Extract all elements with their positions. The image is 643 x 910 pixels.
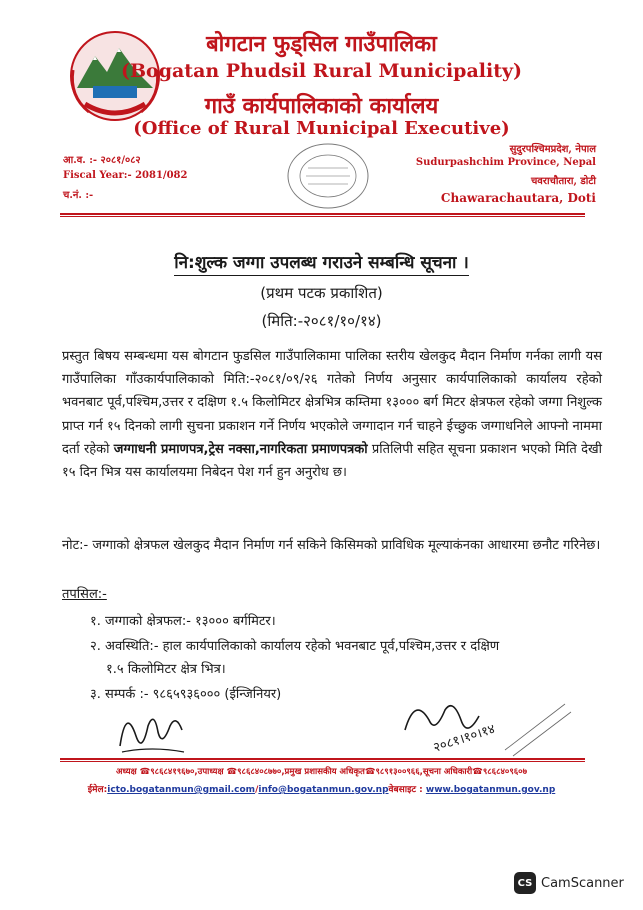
notice-body-required-documents: जग्गाधनी प्रमाणपत्र,ट्रेस नक्सा,नागरिकता प्रमाणपत्रको: [113, 441, 368, 457]
signature-left-icon: [112, 696, 192, 762]
notice-body-part1: प्रस्तुत बिषय सम्बन्धमा यस बोगटान फुडसिल गाउँपालिकामा पालिका स्तरीय खेलकुद मैदान निर्माण गर्नका लागी यस गाउँपालिका गाँउकार्यपालिकाको मिति:-२०८१/०९/२६ गतेको निर्णय अनुसार कार्यपालिकाको कार्यालय रहेको भवनबाट पूर्व,पश्चिम,उत्तर र दक्षिण १.५ किलोमिटर क्षेत्रभित्र कम्तिमा १३००० बर्ग मिटर क्षेत्रफल रहेको जग्गा निशुल्क प्राप्त गर्न १५ दिनको लागी सुचना प्रकाशन गर्ने निर्णय भएकोले जग्गादान गर्न चाहने ईच्छुक जग्गाधनिले आफ्नो नाममा दर्ता रहेको: [62, 349, 602, 457]
executive-office-english: (Office of Rural Municipal Executive): [133, 118, 510, 139]
province-english: Sudurpashchim Province, Nepal: [415, 157, 596, 168]
header-divider: [60, 213, 585, 215]
office-name-english: (Bogatan Phudsil Rural Municipality): [120, 60, 523, 82]
fiscal-year-english: Fiscal Year:- 2081/082: [63, 170, 188, 181]
province-nepali: सुदुरपश्चिमप्रदेश, नेपाल: [509, 144, 596, 155]
footer-divider: [60, 758, 585, 760]
office-stamp-icon: [284, 140, 372, 212]
notice-date: (मिति:-२०८१/१०/१४): [261, 312, 382, 330]
executive-office-nepali: गाउँ कार्यपालिकाको कार्यालय: [204, 93, 439, 119]
dispatch-number: च.नं. :-: [63, 190, 94, 201]
camscanner-logo-icon: CS: [514, 872, 536, 894]
website-link[interactable]: www.bogatanmun.gov.np: [425, 785, 556, 795]
detail-area: १. जग्गाको क्षेत्रफल:- १३००० बर्गमिटर।: [90, 614, 276, 629]
detail-location-range: १.५ किलोमिटर क्षेत्र भित्र।: [106, 662, 226, 677]
camscanner-watermark: [514, 870, 624, 896]
signature-date: २०८१।१०।१४: [431, 721, 498, 756]
fiscal-year-nepali: आ.व. :- २०८१/०८२: [63, 155, 141, 166]
signature-right-icon: [395, 690, 575, 762]
place-nepali: चवराचौतारा, डोटी: [530, 176, 596, 187]
office-name-nepali: बोगटान फुड्सिल गाउँपालिका: [206, 31, 437, 57]
notice-title: नि:शुल्क जग्गा उपलब्ध गराउने सम्बन्धि सूचना ।: [0, 250, 643, 273]
notice-body: [62, 345, 602, 484]
details-heading: तपसिल:-: [62, 587, 107, 602]
detail-location: २. अवस्थिति:- हाल कार्यपालिकाको कार्यालय रहेको भवनबाट पूर्व,पश्चिम,उत्तर र दक्षिण: [90, 639, 500, 654]
website-label: वेबसाइट :: [388, 785, 423, 795]
detail-contact: ३. सम्पर्क :- ९८६५९३६००० (ईन्जिनियर): [90, 687, 282, 702]
header-divider-thin: [60, 216, 585, 217]
notice-body-part2: प्रतिलिपी सहित सूचना प्रकाशन भएको मिति देखी १५ दिन भित्र यस कार्यालयमा निबेदन पेश गर्न हुन अनुरोध छ।: [62, 441, 602, 481]
email-link-info[interactable]: info@bogatanmun.gov.np: [258, 785, 389, 795]
place-english: Chawarachautara, Doti: [440, 191, 596, 205]
footer-divider-thin: [60, 761, 585, 762]
email-label: ईमेल:: [87, 785, 108, 795]
camscanner-label: CamScanner: [541, 875, 624, 891]
footer-email-line: ईमेल:icto.bogatanmun@gmail.com/info@bogatanmun.gov.npवेबसाइट : www.bogatanmun.gov.np: [87, 785, 556, 795]
notice-subtitle: (प्रथम पटक प्रकाशित): [260, 284, 383, 302]
footer-contacts: अध्यक्ष ☎९८६८४१९६७०,उपाध्यक्ष ☎९८६८४०८७७०,प्रमुख प्रशासकीय अधिकृत☎९८९१३००९६६,सूचना अधिकारी☎९८६८४०९६०७: [115, 767, 528, 777]
notice-note: नोट:- जग्गाको क्षेत्रफल खेलकुद मैदान निर्माण गर्न सकिने किसिमको प्राविधिक मूल्याकंनका आधारमा छनौट गरिनेछ।: [62, 538, 601, 553]
email-link-icto[interactable]: icto.bogatanmun@gmail.com: [107, 785, 256, 795]
